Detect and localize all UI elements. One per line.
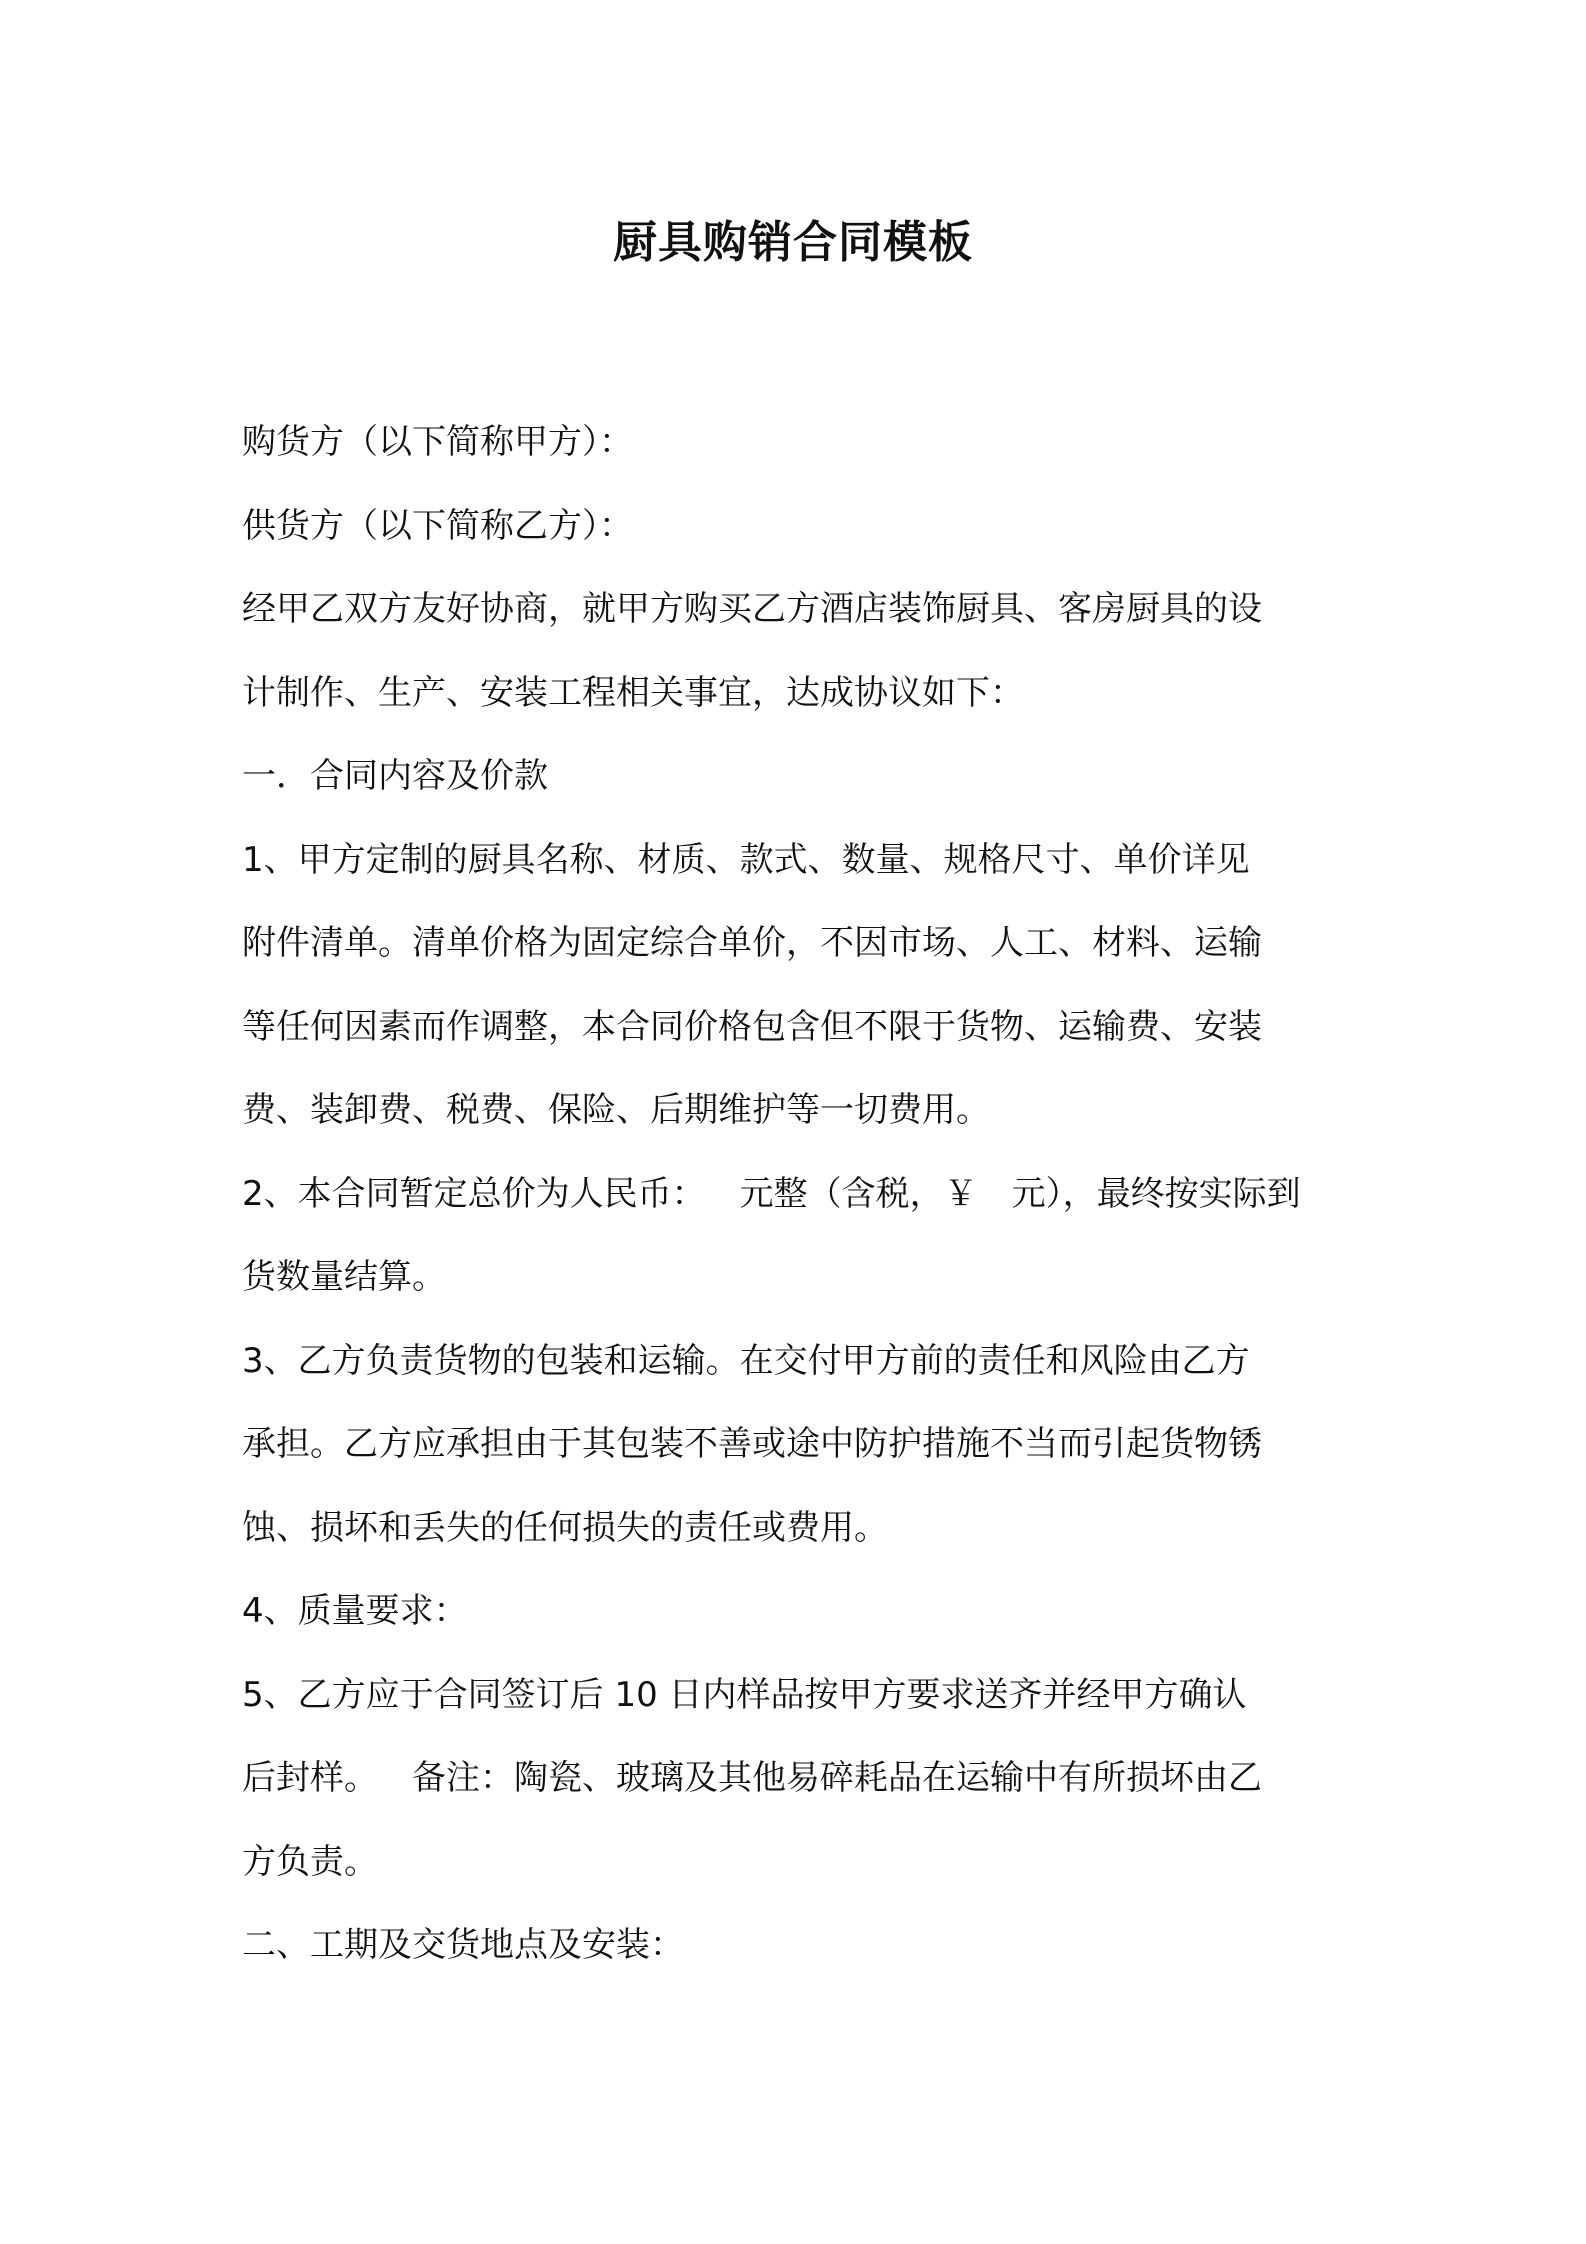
section-heading-1-text: 一．合同内容及价款 [242, 756, 548, 796]
clause-2-price-unit: 元整（含税，￥ [739, 1173, 978, 1214]
clause-5-line-3: 方负责。 [242, 1841, 378, 1882]
intro-line: 经甲乙双方友好协商，就甲方购买乙方酒店装饰厨具、客房厨具的设 [242, 589, 1262, 629]
clause-2 [242, 1153, 1358, 1320]
clause-5 [242, 1654, 1358, 1905]
clause-3-line: 承担。乙方应承担由于其包装不善或途中防护措施不当而引起货物锈 [242, 1424, 1262, 1464]
clause-2-price-note: 元），最终按实际到 [1011, 1173, 1301, 1214]
clause-1-line: 附件清单。清单价格为固定综合单价，不因市场、人工、材料、运输 [242, 923, 1262, 963]
section-heading-2 [242, 1904, 1358, 1988]
clause-5-seal-text: 后封样。 [242, 1758, 378, 1798]
clause-2-line-2: 货数量结算。 [242, 1257, 446, 1297]
seller-label [242, 485, 1358, 569]
seller-label-text: 供货方（以下简称乙方）： [242, 505, 633, 546]
clause-4-text: 4、质量要求： [242, 1591, 468, 1631]
buyer-label-text: 购货方（以下简称甲方）： [242, 422, 633, 462]
clause-4 [242, 1570, 1358, 1654]
section-heading-1 [242, 735, 1358, 819]
clause-2-price-label: 2、本合同暂定总价为人民币： [242, 1173, 706, 1214]
clause-1-line: 1、甲方定制的厨具名称、材质、款式、数量、规格尺寸、单价详见 [242, 839, 1250, 880]
clause-5-line-2 [242, 1737, 1358, 1821]
clause-5-remark: 备注：陶瓷、玻璃及其他易碎耗品在运输中有所损坏由乙 [412, 1758, 1262, 1798]
clause-1-line: 费、装卸费、税费、保险、后期维护等一切费用。 [242, 1090, 990, 1130]
clause-1-line: 等任何因素而作调整，本合同价格包含但不限于货物、运输费、安装 [242, 1006, 1262, 1047]
clause-2-line-1 [242, 1153, 1358, 1237]
clause-5-line-1: 5、乙方应于合同签订后 10 日内样品按甲方要求送齐并经甲方确认 [242, 1674, 1247, 1715]
clause-3 [242, 1320, 1358, 1571]
intro-line: 计制作、生产、安装工程相关事宜，达成协议如下： [242, 672, 1024, 713]
intro-paragraph [242, 568, 1358, 735]
buyer-label [242, 401, 1358, 485]
section-heading-2-text: 二、工期及交货地点及安装： [242, 1925, 684, 1965]
clause-1 [242, 819, 1358, 1153]
document-body [242, 401, 1358, 1988]
clause-3-line: 蚀、损坏和丢失的任何损失的责任或费用。 [242, 1507, 888, 1548]
document-title: 厨具购销合同模板 [613, 217, 973, 268]
clause-3-line: 3、乙方负责货物的包装和运输。在交付甲方前的责任和风险由乙方 [242, 1340, 1250, 1381]
